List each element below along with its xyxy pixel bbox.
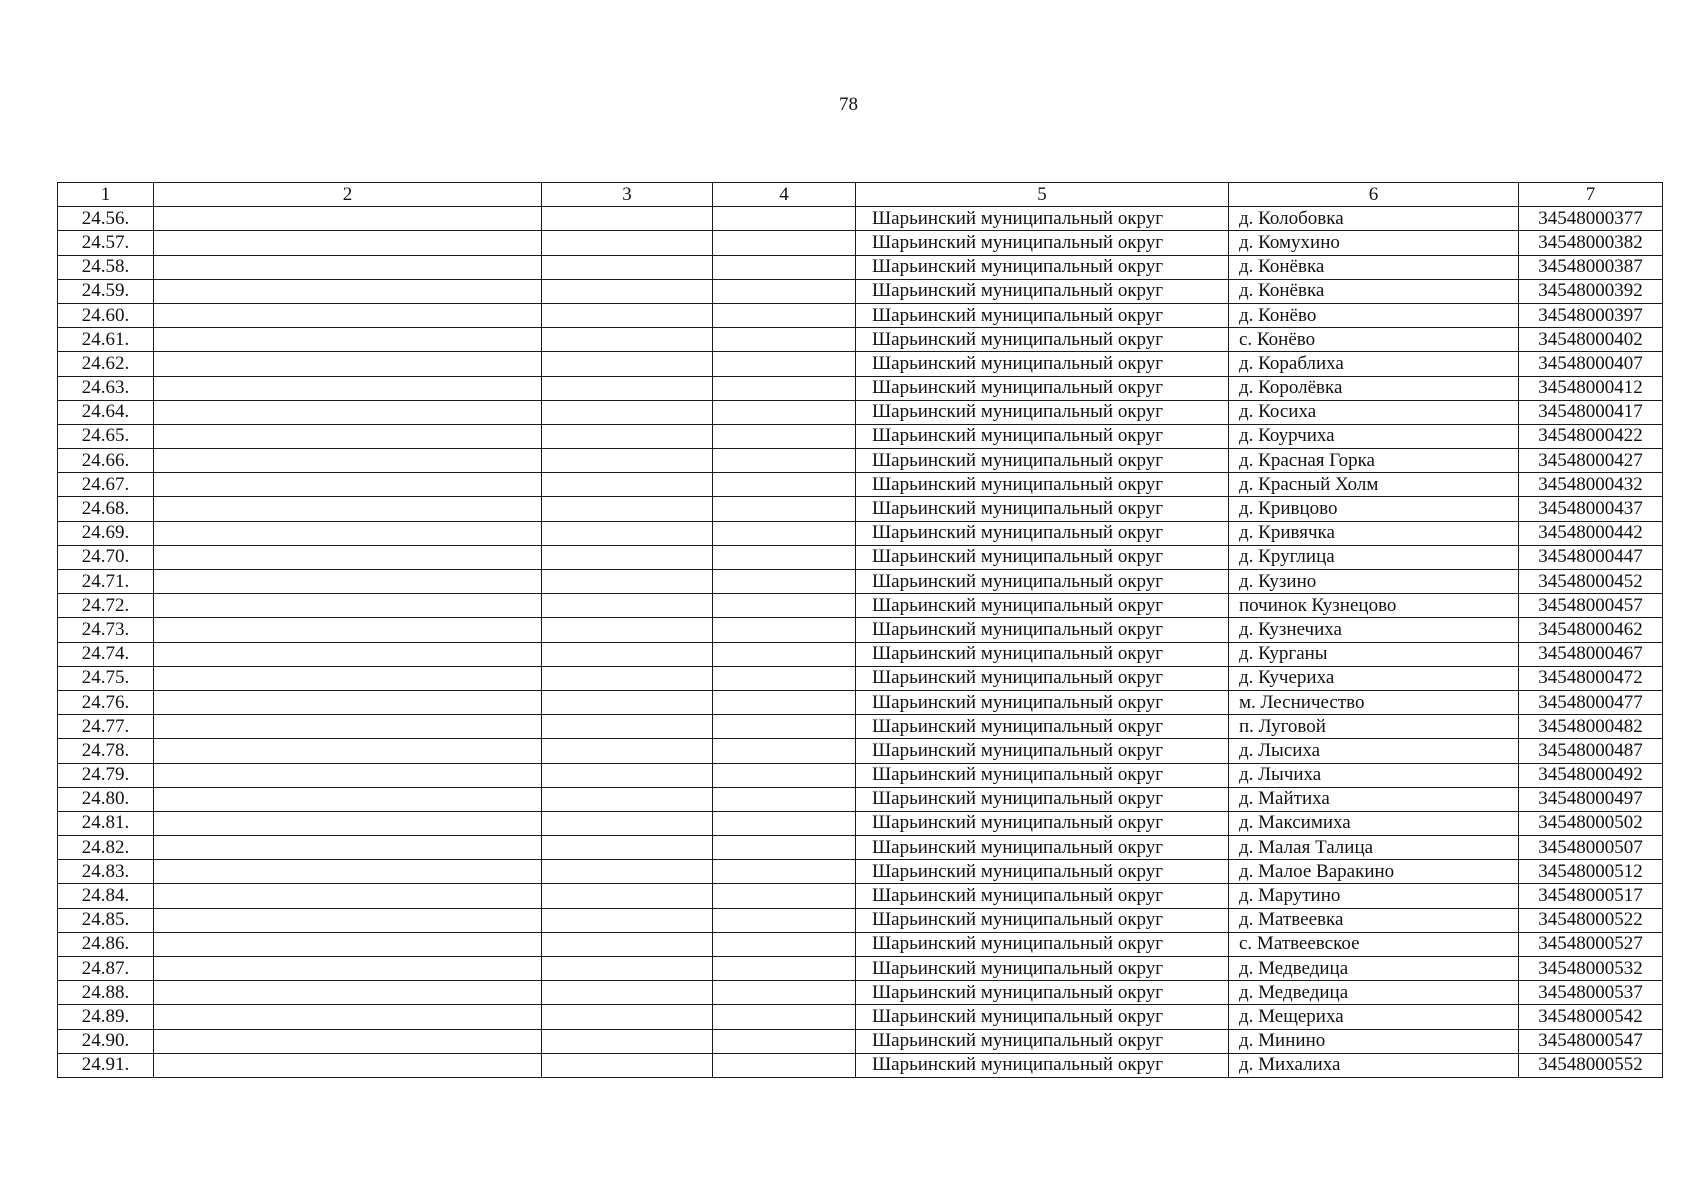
cell-col-3 [542,715,713,739]
locality-cell: п. Луговой [1229,715,1519,739]
locality-cell: д. Марутино [1229,884,1519,908]
locality-cell: д. Красная Горка [1229,449,1519,473]
locality-cell: д. Лысиха [1229,739,1519,763]
cell-col-2 [154,570,542,594]
table-row [58,763,1663,787]
cell-col-3 [542,400,713,424]
locality-cell: с. Конёво [1229,328,1519,352]
oktmo-code-cell: 34548000522 [1519,908,1663,932]
oktmo-code-cell: 34548000457 [1519,594,1663,618]
row-number: 24.72. [58,594,154,618]
cell-col-4 [713,352,856,376]
locality-cell: д. Медведица [1229,981,1519,1005]
cell-col-2 [154,1005,542,1029]
row-number: 24.67. [58,473,154,497]
row-number: 24.69. [58,521,154,545]
locality-cell: д. Коурчиха [1229,424,1519,448]
cell-col-4 [713,400,856,424]
cell-col-4 [713,376,856,400]
cell-col-2 [154,473,542,497]
oktmo-code-cell: 34548000532 [1519,957,1663,981]
row-number: 24.85. [58,908,154,932]
row-number: 24.71. [58,570,154,594]
cell-col-3 [542,279,713,303]
oktmo-code-cell: 34548000497 [1519,787,1663,811]
cell-col-2 [154,739,542,763]
municipal-district-cell: Шарьинский муниципальный округ [856,957,1229,981]
municipal-district-cell: Шарьинский муниципальный округ [856,715,1229,739]
oktmo-code-cell: 34548000392 [1519,279,1663,303]
municipal-district-cell: Шарьинский муниципальный округ [856,1053,1229,1077]
oktmo-code-cell: 34548000412 [1519,376,1663,400]
row-number: 24.84. [58,884,154,908]
municipal-district-cell: Шарьинский муниципальный округ [856,521,1229,545]
cell-col-3 [542,231,713,255]
cell-col-2 [154,836,542,860]
municipal-district-cell: Шарьинский муниципальный округ [856,424,1229,448]
oktmo-code-cell: 34548000547 [1519,1029,1663,1053]
table-row [58,497,1663,521]
row-number: 24.76. [58,690,154,714]
municipal-district-cell: Шарьинский муниципальный округ [856,207,1229,231]
cell-col-3 [542,836,713,860]
cell-col-2 [154,642,542,666]
oktmo-code-cell: 34548000422 [1519,424,1663,448]
municipal-district-cell: Шарьинский муниципальный округ [856,1029,1229,1053]
row-number: 24.65. [58,424,154,448]
table-row [58,231,1663,255]
table-row [58,594,1663,618]
oktmo-code-cell: 34548000512 [1519,860,1663,884]
oktmo-code-cell: 34548000417 [1519,400,1663,424]
row-number: 24.64. [58,400,154,424]
table-row [58,473,1663,497]
table-row [58,207,1663,231]
municipal-district-cell: Шарьинский муниципальный округ [856,279,1229,303]
cell-col-4 [713,1005,856,1029]
oktmo-code-cell: 34548000377 [1519,207,1663,231]
table-row [58,908,1663,932]
row-number: 24.83. [58,860,154,884]
cell-col-2 [154,981,542,1005]
cell-col-4 [713,594,856,618]
cell-col-4 [713,207,856,231]
locality-cell: д. Максимиха [1229,811,1519,835]
table-row [58,860,1663,884]
municipal-district-cell: Шарьинский муниципальный округ [856,376,1229,400]
municipal-district-cell: Шарьинский муниципальный округ [856,231,1229,255]
cell-col-2 [154,908,542,932]
locality-cell: д. Кузнечиха [1229,618,1519,642]
cell-col-3 [542,618,713,642]
municipal-district-cell: Шарьинский муниципальный округ [856,497,1229,521]
table-row [58,521,1663,545]
cell-col-3 [542,570,713,594]
cell-col-4 [713,666,856,690]
table-row [58,642,1663,666]
locality-cell: д. Малое Варакино [1229,860,1519,884]
municipal-district-cell: Шарьинский муниципальный округ [856,884,1229,908]
cell-col-4 [713,279,856,303]
table-row [58,328,1663,352]
cell-col-4 [713,424,856,448]
locality-cell: д. Красный Холм [1229,473,1519,497]
row-number: 24.79. [58,763,154,787]
row-number: 24.86. [58,932,154,956]
municipal-district-cell: Шарьинский муниципальный округ [856,666,1229,690]
locality-cell: д. Конёвка [1229,279,1519,303]
municipal-district-cell: Шарьинский муниципальный округ [856,860,1229,884]
cell-col-2 [154,545,542,569]
municipal-district-cell: Шарьинский муниципальный округ [856,811,1229,835]
table-row [58,376,1663,400]
locality-cell: д. Круглица [1229,545,1519,569]
row-number: 24.77. [58,715,154,739]
table-row [58,279,1663,303]
cell-col-4 [713,957,856,981]
cell-col-3 [542,690,713,714]
table-row [58,400,1663,424]
row-number: 24.61. [58,328,154,352]
municipal-district-cell: Шарьинский муниципальный округ [856,255,1229,279]
oktmo-code-cell: 34548000517 [1519,884,1663,908]
table-row [58,570,1663,594]
locality-cell: д. Лычиха [1229,763,1519,787]
cell-col-3 [542,981,713,1005]
table-row [58,836,1663,860]
column-header: 6 [1229,183,1519,207]
municipal-district-cell: Шарьинский муниципальный округ [856,303,1229,327]
locality-cell: д. Кривцово [1229,497,1519,521]
municipal-district-cell: Шарьинский муниципальный округ [856,570,1229,594]
oktmo-code-cell: 34548000437 [1519,497,1663,521]
municipal-district-cell: Шарьинский муниципальный округ [856,932,1229,956]
cell-col-3 [542,1029,713,1053]
oktmo-code-cell: 34548000502 [1519,811,1663,835]
cell-col-2 [154,787,542,811]
cell-col-3 [542,787,713,811]
cell-col-2 [154,449,542,473]
cell-col-4 [713,787,856,811]
column-header: 4 [713,183,856,207]
municipal-district-cell: Шарьинский муниципальный округ [856,981,1229,1005]
column-header: 2 [154,183,542,207]
table-row [58,957,1663,981]
cell-col-2 [154,666,542,690]
cell-col-3 [542,545,713,569]
cell-col-3 [542,255,713,279]
cell-col-3 [542,328,713,352]
cell-col-2 [154,1029,542,1053]
cell-col-2 [154,932,542,956]
row-number: 24.88. [58,981,154,1005]
locality-cell: с. Матвеевское [1229,932,1519,956]
cell-col-3 [542,352,713,376]
cell-col-2 [154,376,542,400]
cell-col-4 [713,981,856,1005]
cell-col-2 [154,328,542,352]
cell-col-3 [542,932,713,956]
municipal-district-cell: Шарьинский муниципальный округ [856,400,1229,424]
cell-col-4 [713,836,856,860]
cell-col-3 [542,884,713,908]
cell-col-4 [713,231,856,255]
table-row [58,352,1663,376]
cell-col-2 [154,618,542,642]
municipal-district-cell: Шарьинский муниципальный округ [856,787,1229,811]
row-number: 24.60. [58,303,154,327]
municipal-district-cell: Шарьинский муниципальный округ [856,473,1229,497]
cell-col-4 [713,1029,856,1053]
cell-col-4 [713,811,856,835]
municipal-district-cell: Шарьинский муниципальный округ [856,352,1229,376]
cell-col-3 [542,424,713,448]
oktmo-code-cell: 34548000452 [1519,570,1663,594]
cell-col-4 [713,739,856,763]
table-row [58,739,1663,763]
column-header: 5 [856,183,1229,207]
cell-col-4 [713,255,856,279]
cell-col-4 [713,690,856,714]
oktmo-code-cell: 34548000442 [1519,521,1663,545]
oktmo-code-cell: 34548000402 [1519,328,1663,352]
locality-cell: д. Кузино [1229,570,1519,594]
cell-col-2 [154,957,542,981]
oktmo-code-cell: 34548000467 [1519,642,1663,666]
cell-col-3 [542,1005,713,1029]
table-row [58,303,1663,327]
cell-col-4 [713,303,856,327]
page-number: 78 [839,94,858,115]
cell-col-3 [542,473,713,497]
municipal-district-cell: Шарьинский муниципальный округ [856,1005,1229,1029]
locality-cell: д. Майтиха [1229,787,1519,811]
cell-col-2 [154,715,542,739]
locality-cell: д. Курганы [1229,642,1519,666]
locality-cell: д. Михалиха [1229,1053,1519,1077]
locality-cell: д. Малая Талица [1229,836,1519,860]
locality-cell: д. Кучериха [1229,666,1519,690]
row-number: 24.91. [58,1053,154,1077]
row-number: 24.57. [58,231,154,255]
cell-col-3 [542,763,713,787]
row-number: 24.82. [58,836,154,860]
oktmo-code-cell: 34548000427 [1519,449,1663,473]
oktmo-code-cell: 34548000477 [1519,690,1663,714]
cell-col-2 [154,521,542,545]
oktmo-code-cell: 34548000462 [1519,618,1663,642]
cell-col-3 [542,1053,713,1077]
locality-cell: д. Медведица [1229,957,1519,981]
cell-col-4 [713,618,856,642]
table-row [58,1005,1663,1029]
cell-col-2 [154,811,542,835]
table-row [58,1029,1663,1053]
cell-col-4 [713,715,856,739]
cell-col-4 [713,642,856,666]
cell-col-3 [542,666,713,690]
municipal-district-cell: Шарьинский муниципальный округ [856,545,1229,569]
row-number: 24.75. [58,666,154,690]
cell-col-3 [542,908,713,932]
oktmo-code-cell: 34548000432 [1519,473,1663,497]
oktmo-code-cell: 34548000492 [1519,763,1663,787]
cell-col-2 [154,424,542,448]
locality-cell: д. Мещериха [1229,1005,1519,1029]
cell-col-4 [713,1053,856,1077]
locality-cell: д. Королёвка [1229,376,1519,400]
row-number: 24.70. [58,545,154,569]
locality-cell: м. Лесничество [1229,690,1519,714]
oktmo-code-cell: 34548000382 [1519,231,1663,255]
row-number: 24.80. [58,787,154,811]
oktmo-code-cell: 34548000387 [1519,255,1663,279]
table-row [58,932,1663,956]
column-header: 7 [1519,183,1663,207]
cell-col-2 [154,690,542,714]
cell-col-3 [542,497,713,521]
cell-col-4 [713,908,856,932]
locality-cell: д. Кривячка [1229,521,1519,545]
table-row [58,981,1663,1005]
cell-col-3 [542,957,713,981]
cell-col-3 [542,642,713,666]
row-number: 24.73. [58,618,154,642]
oktmo-code-cell: 34548000527 [1519,932,1663,956]
cell-col-2 [154,255,542,279]
row-number: 24.62. [58,352,154,376]
table-row [58,424,1663,448]
cell-col-3 [542,207,713,231]
table-row [58,811,1663,835]
row-number: 24.89. [58,1005,154,1029]
locality-cell: починок Кузнецово [1229,594,1519,618]
oktmo-code-cell: 34548000447 [1519,545,1663,569]
table-row [58,449,1663,473]
cell-col-4 [713,570,856,594]
cell-col-4 [713,473,856,497]
table-row [58,884,1663,908]
row-number: 24.66. [58,449,154,473]
cell-col-3 [542,811,713,835]
cell-col-2 [154,497,542,521]
table-row [58,1053,1663,1077]
cell-col-2 [154,207,542,231]
table-row [58,690,1663,714]
cell-col-3 [542,860,713,884]
row-number: 24.68. [58,497,154,521]
locality-cell: д. Конёвка [1229,255,1519,279]
municipal-district-cell: Шарьинский муниципальный округ [856,908,1229,932]
table-body [58,207,1663,1078]
table-row [58,666,1663,690]
oktmo-code-cell: 34548000472 [1519,666,1663,690]
row-number: 24.81. [58,811,154,835]
row-number: 24.74. [58,642,154,666]
municipal-district-cell: Шарьинский муниципальный округ [856,328,1229,352]
cell-col-2 [154,400,542,424]
column-header: 1 [58,183,154,207]
table-row [58,787,1663,811]
column-number-row [58,183,1663,207]
oktmo-code-cell: 34548000552 [1519,1053,1663,1077]
cell-col-4 [713,449,856,473]
municipal-district-cell: Шарьинский муниципальный округ [856,594,1229,618]
oktmo-code-cell: 34548000507 [1519,836,1663,860]
cell-col-2 [154,1053,542,1077]
cell-col-2 [154,231,542,255]
cell-col-2 [154,352,542,376]
locality-cell: д. Колобовка [1229,207,1519,231]
table-row [58,618,1663,642]
locality-cell: д. Конёво [1229,303,1519,327]
cell-col-4 [713,763,856,787]
row-number: 24.78. [58,739,154,763]
cell-col-4 [713,860,856,884]
locality-cell: д. Кораблиха [1229,352,1519,376]
locality-cell: д. Минино [1229,1029,1519,1053]
oktmo-code-cell: 34548000542 [1519,1005,1663,1029]
oktmo-code-cell: 34548000487 [1519,739,1663,763]
cell-col-3 [542,449,713,473]
cell-col-3 [542,303,713,327]
cell-col-2 [154,860,542,884]
row-number: 24.59. [58,279,154,303]
locality-cell: д. Комухино [1229,231,1519,255]
table-row [58,545,1663,569]
locality-cell: д. Косиха [1229,400,1519,424]
cell-col-2 [154,594,542,618]
municipal-district-cell: Шарьинский муниципальный округ [856,449,1229,473]
cell-col-3 [542,739,713,763]
row-number: 24.87. [58,957,154,981]
municipal-district-cell: Шарьинский муниципальный округ [856,763,1229,787]
cell-col-2 [154,279,542,303]
cell-col-3 [542,376,713,400]
municipal-district-cell: Шарьинский муниципальный округ [856,836,1229,860]
municipal-district-cell: Шарьинский муниципальный округ [856,642,1229,666]
cell-col-4 [713,932,856,956]
cell-col-3 [542,594,713,618]
column-header: 3 [542,183,713,207]
row-number: 24.56. [58,207,154,231]
cell-col-4 [713,521,856,545]
municipal-district-cell: Шарьинский муниципальный округ [856,690,1229,714]
locality-cell: д. Матвеевка [1229,908,1519,932]
municipal-district-cell: Шарьинский муниципальный округ [856,618,1229,642]
cell-col-4 [713,884,856,908]
oktmo-code-cell: 34548000407 [1519,352,1663,376]
oktmo-code-cell: 34548000537 [1519,981,1663,1005]
cell-col-2 [154,884,542,908]
oktmo-code-cell: 34548000397 [1519,303,1663,327]
settlements-table [57,182,1663,1078]
oktmo-code-cell: 34548000482 [1519,715,1663,739]
cell-col-3 [542,521,713,545]
row-number: 24.58. [58,255,154,279]
row-number: 24.90. [58,1029,154,1053]
table-row [58,255,1663,279]
cell-col-2 [154,763,542,787]
cell-col-4 [713,497,856,521]
table-row [58,715,1663,739]
cell-col-4 [713,545,856,569]
row-number: 24.63. [58,376,154,400]
municipal-district-cell: Шарьинский муниципальный округ [856,739,1229,763]
cell-col-4 [713,328,856,352]
cell-col-2 [154,303,542,327]
